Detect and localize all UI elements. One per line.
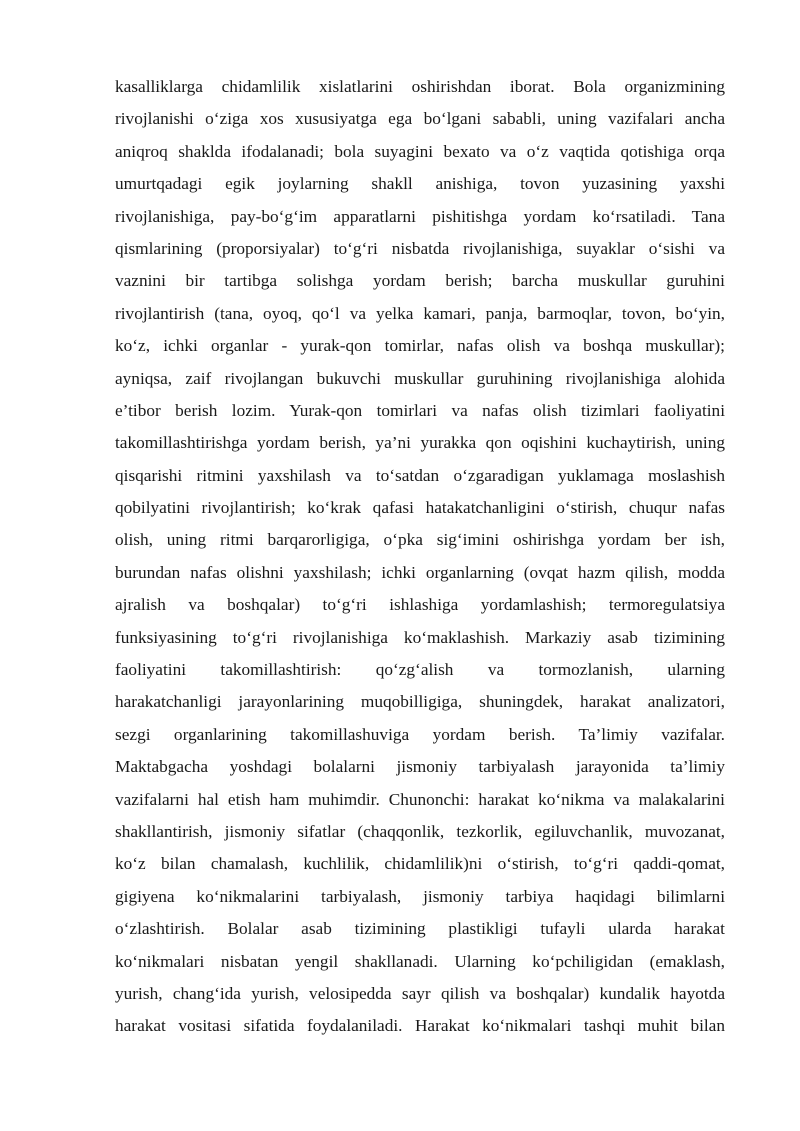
text-line-13: qisqarishi ritmini yaxshilash va to‘satdan o‘zgaradigan yuklamaga moslashish [115,465,725,485]
text-line-12: takomillashtirishga yordam berish, ya’ni yurakka qon oqishini kuchaytirish, uning [115,433,725,453]
text-line-1: kasalliklarga chidamlilik xislatlarini oshirishdan iborat. Bola organizmining [115,77,725,96]
text-line-6: qismlarining (proporsiyalar) to‘g‘ri nisbatda rivojlanishiga, suyaklar o‘sishi va [115,238,725,258]
text-line-20: harakatchanligi jarayonlarining muqobilligiga, shuningdek, harakat analizatori, [115,692,725,712]
text-line-17: ajralish va boshqalar) to‘g‘ri ishlashiga yordamlashish; termoregulatsiya [115,595,725,615]
text-line-28: ko‘nikmalari nisbatan yengil shakllanadi. Ularning ko‘pchiligidan (emaklash, [115,951,725,971]
text-line-2: rivojlanishi o‘ziga xos xususiyatga ega bo‘lgani sababli, uning vazifalari ancha [115,109,725,129]
text-line-25: ko‘z bilan chamalash, kuchlilik, chidamlilik)ni o‘stirish, to‘g‘ri qaddi-qomat, [115,854,725,874]
text-line-24: shakllantirish, jismoniy sifatlar (chaqqonlik, tezkorlik, egiluvchanlik, muvozanat, [115,821,725,841]
text-line-11: e’tibor berish lozim. Yurak-qon tomirlari va nafas olish tizimlari faoliyatini [115,400,725,420]
text-line-18: funksiyasining to‘g‘ri rivojlanishiga ko‘maklashish. Markaziy asab tizimining [115,627,725,647]
text-line-15: olish, uning ritmi barqarorligiga, o‘pka sig‘imini oshirishga yordam ber ish, [115,530,725,550]
text-line-29: yurish, chang‘ida yurish, velosipedda sayr qilish va boshqalar) kundalik hayotda [115,983,725,1003]
text-line-22: Maktabgacha yoshdagi bolalarni jismoniy tarbiyalash jarayonida ta’limiy [115,757,725,777]
text-line-9: ko‘z, ichki organlar - yurak-qon tomirlar, nafas olish va boshqa muskullar); [115,336,725,356]
text-line-8: rivojlantirish (tana, oyoq, qo‘l va yelka kamari, panja, barmoqlar, tovon, bo‘yin, [115,303,725,323]
text-line-3: aniqroq shaklda ifodalanadi; bola suyagini bexato va o‘z vaqtida qotishiga orqa [115,141,725,161]
text-line-7: vaznini bir tartibga solishga yordam berish; barcha muskullar guruhini [115,271,725,291]
text-line-14: qobilyatini rivojlantirish; ko‘krak qafasi hatakatchanligini o‘stirish, chuqur nafas [115,498,725,518]
text-line-10: ayniqsa, zaif rivojlangan bukuvchi muskullar guruhining rivojlanishiga alohida [115,368,725,388]
text-line-16: burundan nafas olishni yaxshilash; ichki organlarning (ovqat hazm qilish, modda [115,562,725,582]
text-line-23: vazifalarni hal etish ham muhimdir. Chunonchi: harakat ko‘nikma va malakalarini [115,789,725,809]
text-line-26: gigiyena ko‘nikmalarini tarbiyalash, jismoniy tarbiya haqidagi bilimlarni [115,886,725,906]
text-line-21: sezgi organlarining takomillashuviga yordam berish. Ta’limiy vazifalar. [115,724,725,744]
body-text [115,71,725,1043]
text-line-27: o‘zlashtirish. Bolalar asab tizimining plastikligi tufayli ularda harakat [115,919,725,939]
text-line-5: rivojlanishiga, pay-bo‘g‘im apparatlarni pishitishga yordam ko‘rsatiladi. Tana [115,206,725,226]
text-line-30: harakat vositasi sifatida foydalaniladi. Harakat ko‘nikmalari tashqi muhit bilan [115,1016,725,1036]
text-line-19: faoliyatini takomillashtirish: qo‘zg‘alish va tormozlanish, ularning [115,660,725,680]
text-line-4: umurtqadagi egik joylarning shakll anishiga, tovon yuzasining yaxshi [115,174,725,194]
